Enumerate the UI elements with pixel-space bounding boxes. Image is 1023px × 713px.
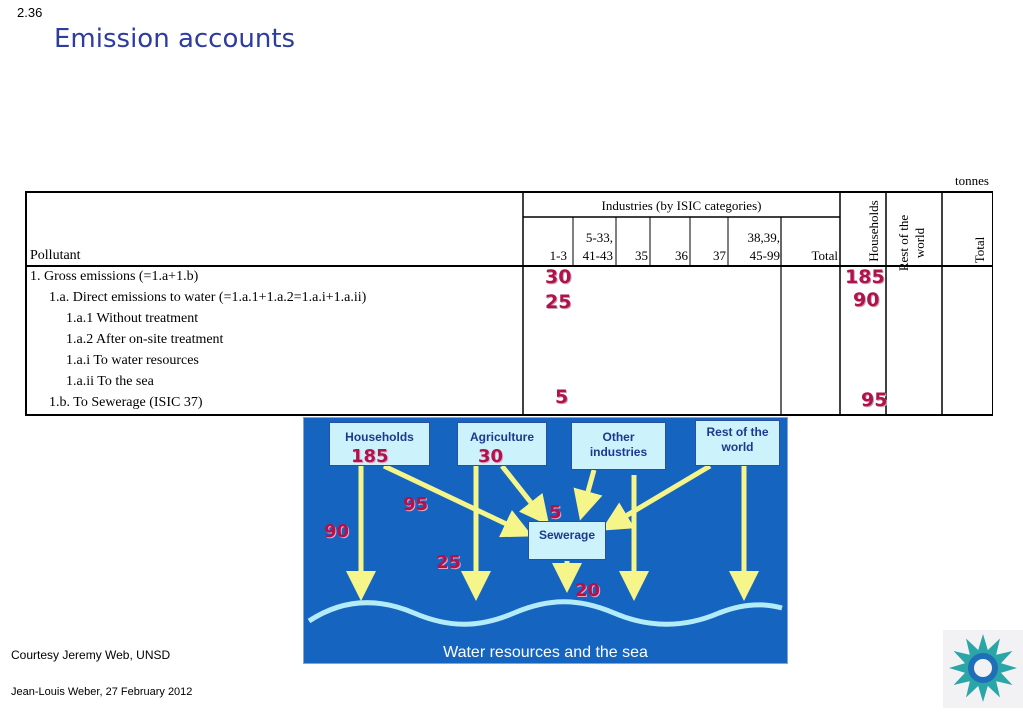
other-industries-box — [571, 422, 666, 470]
value-households-gross: 185 — [845, 266, 885, 288]
sewerage-box — [528, 521, 606, 560]
row-to-the-sea: 1.a.ii To the sea — [66, 374, 154, 389]
flow-diagram — [303, 417, 788, 664]
emission-table — [25, 168, 993, 416]
col-households: Households — [866, 200, 881, 262]
arrow-rest-sewerage — [614, 466, 710, 523]
row-to-water-resources: 1.a.i To water resources — [66, 353, 199, 368]
rest-of-world-line2: world — [721, 440, 754, 454]
pollutant-header: Pollutant — [30, 248, 81, 263]
col-1-3: 1-3 — [549, 248, 567, 263]
row-gross-emissions: 1. Gross emissions (=1.a+1.b) — [30, 269, 199, 284]
diagram-households-to-sewerage: 95 — [403, 494, 429, 515]
row-to-sewerage: 1.b. To Sewerage (ISIC 37) — [49, 395, 203, 410]
col-38-39-b: 45-99 — [749, 248, 780, 263]
sewerage-box-label: Sewerage — [538, 528, 596, 542]
arrow-other-sewerage — [584, 470, 594, 506]
page-title: Emission accounts — [54, 24, 296, 54]
col-rest-of-world-line2: world — [912, 227, 927, 259]
col-35: 35 — [635, 248, 648, 263]
courtesy-note: Courtesy Jeremy Web, UNSD — [11, 648, 171, 662]
col-38-39-a: 38,39, — [747, 230, 780, 245]
eea-logo-icon — [943, 630, 1023, 708]
other-industries-line1: Other — [602, 430, 635, 444]
units-label: tonnes — [955, 173, 989, 188]
col-36: 36 — [675, 248, 688, 263]
col-total: Total — [972, 236, 987, 264]
col-rest-of-world — [896, 197, 930, 289]
rest-of-world-box — [695, 420, 780, 466]
col-rest-of-world-line1: Rest of the — [896, 214, 911, 272]
row-after-treatment: 1.a.2 After on-site treatment — [66, 332, 224, 347]
col-5-33-a: 5-33, — [585, 230, 613, 245]
industries-header: Industries (by ISIC categories) — [601, 198, 762, 213]
diagram-agriculture-total: 30 — [478, 446, 504, 467]
diagram-agriculture-direct: 25 — [436, 552, 462, 573]
agriculture-box-label: Agriculture — [469, 430, 534, 444]
diagram-households-total: 185 — [351, 446, 389, 467]
col-industry-total: Total — [811, 248, 838, 263]
row-without-treatment: 1.a.1 Without treatment — [66, 311, 199, 326]
diagram-agriculture-to-sewerage: 5 — [549, 502, 562, 523]
row-direct-emissions: 1.a. Direct emissions to water (=1.a.1+1.a.2=1.a.i+1.a.ii) — [49, 290, 367, 305]
rest-of-world-line1: Rest of the — [706, 425, 769, 439]
households-box-label: Households — [345, 430, 414, 444]
col-37: 37 — [713, 248, 726, 263]
value-agriculture-direct: 25 — [545, 291, 572, 313]
diagram-sewerage-to-water: 20 — [575, 580, 601, 601]
other-industries-line2: industries — [589, 445, 648, 459]
slide-number: 2.36 — [17, 5, 43, 20]
value-households-sewerage: 95 — [861, 389, 888, 411]
value-agriculture-gross: 30 — [545, 266, 572, 288]
arrow-agriculture-sewerage — [502, 466, 540, 514]
footer-author-date: Jean-Louis Weber, 27 February 2012 — [11, 686, 193, 698]
diagram-households-direct: 90 — [324, 521, 350, 542]
value-agriculture-sewerage: 5 — [555, 386, 569, 408]
col-5-33-b: 41-43 — [582, 248, 613, 263]
water-resources-label: Water resources and the sea — [443, 644, 648, 661]
value-households-direct: 90 — [853, 289, 880, 311]
water-wave — [309, 602, 782, 625]
